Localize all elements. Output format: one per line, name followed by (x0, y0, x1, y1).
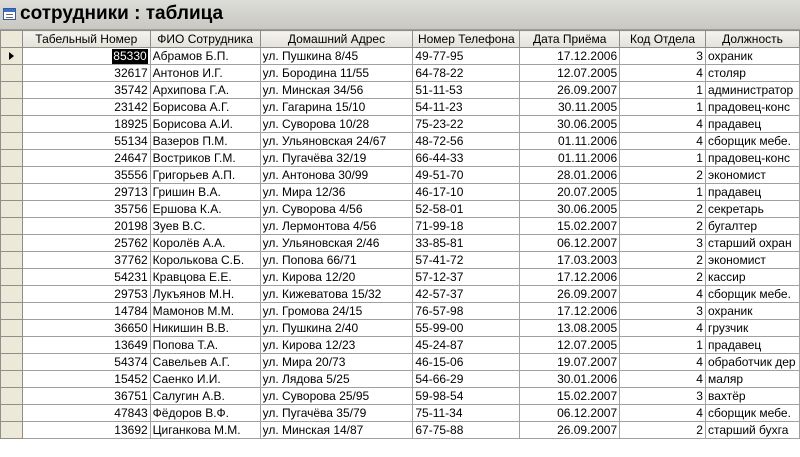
table-cell[interactable]: ул. Гагарина 15/10 (260, 99, 413, 116)
table-cell[interactable]: 46-17-10 (413, 184, 520, 201)
table-cell[interactable]: 23142 (22, 99, 150, 116)
table-cell[interactable]: ул. Пушкина 2/40 (260, 320, 413, 337)
table-cell[interactable]: ул. Пушкина 8/45 (260, 48, 413, 65)
table-cell[interactable]: ул. Попова 66/71 (260, 252, 413, 269)
table-cell[interactable]: 18925 (22, 116, 150, 133)
table-cell[interactable]: 13.08.2005 (520, 320, 620, 337)
record-selector[interactable] (1, 422, 23, 439)
table-cell[interactable]: 55-99-00 (413, 320, 520, 337)
table-cell[interactable]: 30.11.2005 (520, 99, 620, 116)
table-cell[interactable]: 2 (620, 167, 706, 184)
table-cell[interactable]: 64-78-22 (413, 65, 520, 82)
table-row[interactable] (1, 65, 800, 82)
table-cell[interactable]: 17.12.2006 (520, 303, 620, 320)
table-cell[interactable]: 30.01.2006 (520, 371, 620, 388)
table-row[interactable] (1, 286, 800, 303)
table-cell[interactable]: Григорьев А.П. (150, 167, 260, 184)
table-cell[interactable]: ул. Минская 34/56 (260, 82, 413, 99)
table-cell[interactable]: 17.03.2003 (520, 252, 620, 269)
table-cell[interactable]: 17.12.2006 (520, 48, 620, 65)
employees-table (0, 30, 800, 439)
table-cell[interactable]: 35742 (22, 82, 150, 99)
table-cell[interactable]: 4 (620, 286, 706, 303)
table-cell[interactable]: 30.06.2005 (520, 116, 620, 133)
table-row[interactable] (1, 201, 800, 218)
table-cell[interactable]: 4 (620, 65, 706, 82)
table-cell[interactable]: 20198 (22, 218, 150, 235)
record-selector[interactable] (1, 405, 23, 422)
table-row[interactable] (1, 82, 800, 99)
select-all-corner[interactable] (1, 31, 23, 48)
table-cell[interactable]: 29713 (22, 184, 150, 201)
table-cell[interactable]: секретарь (705, 201, 799, 218)
table-cell[interactable]: ул. Громова 24/15 (260, 303, 413, 320)
table-row[interactable] (1, 48, 800, 65)
table-cell[interactable]: экономист (705, 167, 799, 184)
record-selector[interactable] (1, 116, 23, 133)
table-cell[interactable]: 13649 (22, 337, 150, 354)
table-cell[interactable]: 32617 (22, 65, 150, 82)
datasheet-icon (3, 8, 16, 20)
table-cell[interactable]: 26.09.2007 (520, 422, 620, 439)
table-cell[interactable]: 4 (620, 320, 706, 337)
table-cell[interactable]: 28.01.2006 (520, 167, 620, 184)
table-cell[interactable]: старший охран (705, 235, 799, 252)
table-cell[interactable]: 2 (620, 422, 706, 439)
table-cell[interactable]: экономист (705, 252, 799, 269)
record-selector[interactable] (1, 48, 23, 65)
table-cell[interactable]: Савельев А.Г. (150, 354, 260, 371)
table-cell[interactable]: вахтёр (705, 388, 799, 405)
table-cell[interactable]: сборщик мебе. (705, 133, 799, 150)
table-cell[interactable]: 4 (620, 371, 706, 388)
datasheet-grid[interactable] (0, 30, 800, 457)
table-cell[interactable]: 14784 (22, 303, 150, 320)
table-cell[interactable]: ул. Мира 12/36 (260, 184, 413, 201)
table-cell[interactable]: 66-44-33 (413, 150, 520, 167)
table-cell[interactable]: Фёдоров В.Ф. (150, 405, 260, 422)
table-cell[interactable]: 3 (620, 388, 706, 405)
table-cell[interactable]: ул. Пугачёва 32/19 (260, 150, 413, 167)
table-row[interactable] (1, 99, 800, 116)
record-selector[interactable] (1, 218, 23, 235)
table-row[interactable] (1, 422, 800, 439)
table-row[interactable] (1, 303, 800, 320)
table-cell[interactable]: ул. Кирова 12/20 (260, 269, 413, 286)
table-cell[interactable]: ул. Мира 20/73 (260, 354, 413, 371)
table-cell[interactable]: Кравцова Е.Е. (150, 269, 260, 286)
table-cell[interactable]: 48-72-56 (413, 133, 520, 150)
table-cell[interactable]: охраник (705, 48, 799, 65)
table-row[interactable] (1, 235, 800, 252)
record-selector[interactable] (1, 150, 23, 167)
table-row[interactable] (1, 218, 800, 235)
table-cell[interactable]: 2 (620, 252, 706, 269)
table-cell[interactable]: старший бухга (705, 422, 799, 439)
table-cell[interactable]: 26.09.2007 (520, 286, 620, 303)
table-cell[interactable]: 49-77-95 (413, 48, 520, 65)
current-record-arrow-icon (9, 52, 14, 60)
table-cell[interactable]: ул. Суворова 25/95 (260, 388, 413, 405)
record-selector[interactable] (1, 320, 23, 337)
table-cell[interactable]: Ершова К.А. (150, 201, 260, 218)
table-cell[interactable]: прадавец (705, 116, 799, 133)
record-selector[interactable] (1, 201, 23, 218)
table-cell[interactable]: 2 (620, 218, 706, 235)
table-cell[interactable]: Мамонов М.М. (150, 303, 260, 320)
table-cell[interactable]: 1 (620, 99, 706, 116)
table-cell[interactable]: 54231 (22, 269, 150, 286)
table-cell[interactable]: 2 (620, 201, 706, 218)
header-row (1, 31, 800, 48)
table-row[interactable] (1, 269, 800, 286)
column-header[interactable]: Код Отдела (620, 31, 706, 48)
table-cell[interactable]: ул. Кирова 12/23 (260, 337, 413, 354)
table-row[interactable] (1, 337, 800, 354)
table-cell[interactable]: 17.12.2006 (520, 269, 620, 286)
column-header[interactable]: Номер Телефона (413, 31, 520, 48)
record-selector[interactable] (1, 354, 23, 371)
table-cell[interactable]: 01.11.2006 (520, 133, 620, 150)
table-cell[interactable]: Попова Т.А. (150, 337, 260, 354)
table-cell[interactable]: 36751 (22, 388, 150, 405)
table-cell[interactable]: 3 (620, 48, 706, 65)
table-cell[interactable]: прадовец-конс (705, 99, 799, 116)
table-cell[interactable]: Борисова А.И. (150, 116, 260, 133)
table-row[interactable] (1, 405, 800, 422)
table-cell[interactable]: 26.09.2007 (520, 82, 620, 99)
table-cell[interactable]: ул. Лядова 5/25 (260, 371, 413, 388)
record-selector[interactable] (1, 235, 23, 252)
table-cell[interactable]: 12.07.2005 (520, 65, 620, 82)
table-cell[interactable]: Востриков Г.М. (150, 150, 260, 167)
table-cell[interactable]: 36650 (22, 320, 150, 337)
table-cell[interactable]: 13692 (22, 422, 150, 439)
table-cell[interactable]: ул. Ульяновская 2/46 (260, 235, 413, 252)
table-cell[interactable]: ул. Антонова 30/99 (260, 167, 413, 184)
table-cell[interactable]: ул. Суворова 4/56 (260, 201, 413, 218)
table-row[interactable] (1, 354, 800, 371)
table-cell[interactable]: 12.07.2005 (520, 337, 620, 354)
record-selector[interactable] (1, 82, 23, 99)
table-cell[interactable]: 19.07.2007 (520, 354, 620, 371)
table-cell[interactable]: охраник (705, 303, 799, 320)
column-header[interactable]: Домашний Адрес (260, 31, 413, 48)
table-cell[interactable]: 3 (620, 303, 706, 320)
record-selector[interactable] (1, 252, 23, 269)
table-cell[interactable]: Антонов И.Г. (150, 65, 260, 82)
record-selector[interactable] (1, 184, 23, 201)
table-cell[interactable]: маляр (705, 371, 799, 388)
table-cell[interactable]: 15.02.2007 (520, 218, 620, 235)
table-cell[interactable]: 57-12-37 (413, 269, 520, 286)
selected-cell-text: 85330 (113, 48, 147, 63)
table-cell[interactable]: 15.02.2007 (520, 388, 620, 405)
table-cell[interactable]: 35756 (22, 201, 150, 218)
record-selector[interactable] (1, 303, 23, 320)
table-cell[interactable]: 76-57-98 (413, 303, 520, 320)
table-cell[interactable] (22, 48, 150, 65)
table-cell[interactable]: кассир (705, 269, 799, 286)
record-selector[interactable] (1, 269, 23, 286)
table-cell[interactable]: 54374 (22, 354, 150, 371)
table-cell[interactable]: Никишин В.В. (150, 320, 260, 337)
column-header[interactable]: Дата Приёма (520, 31, 620, 48)
table-cell[interactable]: Циганкова М.М. (150, 422, 260, 439)
column-header[interactable]: Табельный Номер (22, 31, 150, 48)
table-cell[interactable]: ул. Суворова 10/28 (260, 116, 413, 133)
table-cell[interactable]: 06.12.2007 (520, 405, 620, 422)
table-cell[interactable]: Салугин А.В. (150, 388, 260, 405)
table-cell[interactable]: 45-24-87 (413, 337, 520, 354)
table-cell[interactable]: 01.11.2006 (520, 150, 620, 167)
table-cell[interactable]: 30.06.2005 (520, 201, 620, 218)
table-cell[interactable]: Королькова С.Б. (150, 252, 260, 269)
table-cell[interactable]: 20.07.2005 (520, 184, 620, 201)
record-selector[interactable] (1, 99, 23, 116)
table-cell[interactable]: ул. Пугачёва 35/79 (260, 405, 413, 422)
table-cell[interactable]: 42-57-37 (413, 286, 520, 303)
table-row[interactable] (1, 133, 800, 150)
table-cell[interactable]: 37762 (22, 252, 150, 269)
table-cell[interactable]: 54-66-29 (413, 371, 520, 388)
window-title: сотрудники : таблица (20, 3, 224, 24)
record-selector[interactable] (1, 286, 23, 303)
table-row[interactable] (1, 320, 800, 337)
record-selector[interactable] (1, 133, 23, 150)
table-cell[interactable]: бугалтер (705, 218, 799, 235)
table-row[interactable] (1, 371, 800, 388)
table-cell[interactable]: 55134 (22, 133, 150, 150)
table-row[interactable] (1, 252, 800, 269)
table-cell[interactable]: Королёв А.А. (150, 235, 260, 252)
table-cell[interactable]: прадавец (705, 184, 799, 201)
table-cell[interactable]: Вазеров П.М. (150, 133, 260, 150)
table-cell[interactable]: 49-51-70 (413, 167, 520, 184)
table-row[interactable] (1, 150, 800, 167)
table-cell[interactable]: 33-85-81 (413, 235, 520, 252)
table-cell[interactable]: 4 (620, 116, 706, 133)
table-cell[interactable]: сборщик мебе. (705, 286, 799, 303)
table-cell[interactable]: Лукъянов М.Н. (150, 286, 260, 303)
table-cell[interactable]: 75-23-22 (413, 116, 520, 133)
table-cell[interactable]: 71-99-18 (413, 218, 520, 235)
table-cell[interactable]: ул. Кижеватова 15/32 (260, 286, 413, 303)
table-cell[interactable]: Борисова А.Г. (150, 99, 260, 116)
table-cell[interactable]: 06.12.2007 (520, 235, 620, 252)
table-cell[interactable]: прадовец-конс (705, 150, 799, 167)
table-cell[interactable]: администратор (705, 82, 799, 99)
table-row[interactable] (1, 184, 800, 201)
record-selector[interactable] (1, 337, 23, 354)
table-cell[interactable]: прадавец (705, 337, 799, 354)
window-title-bar[interactable] (0, 0, 800, 30)
table-cell[interactable]: 59-98-54 (413, 388, 520, 405)
table-cell[interactable]: 1 (620, 82, 706, 99)
table-cell[interactable]: сборщик мебе. (705, 405, 799, 422)
table-cell[interactable]: 15452 (22, 371, 150, 388)
table-cell[interactable]: Зуев В.С. (150, 218, 260, 235)
table-cell[interactable]: 25762 (22, 235, 150, 252)
table-row[interactable] (1, 116, 800, 133)
table-cell[interactable]: 75-11-34 (413, 405, 520, 422)
record-selector[interactable] (1, 388, 23, 405)
table-row[interactable] (1, 388, 800, 405)
column-header[interactable]: ФИО Сотрудника (150, 31, 260, 48)
table-cell[interactable]: 67-75-88 (413, 422, 520, 439)
table-cell[interactable]: 51-11-53 (413, 82, 520, 99)
table-cell[interactable]: грузчик (705, 320, 799, 337)
table-cell[interactable]: 47843 (22, 405, 150, 422)
table-cell[interactable]: Архипова Г.А. (150, 82, 260, 99)
table-cell[interactable]: ул. Минская 14/87 (260, 422, 413, 439)
table-cell[interactable]: 4 (620, 405, 706, 422)
table-cell[interactable]: 35556 (22, 167, 150, 184)
table-cell[interactable]: 52-58-01 (413, 201, 520, 218)
table-cell[interactable]: ул. Бородина 11/55 (260, 65, 413, 82)
record-selector[interactable] (1, 65, 23, 82)
table-cell[interactable]: 54-11-23 (413, 99, 520, 116)
table-cell[interactable]: Абрамов Б.П. (150, 48, 260, 65)
table-cell[interactable]: 1 (620, 184, 706, 201)
column-header[interactable]: Должность (705, 31, 799, 48)
table-cell[interactable]: 24647 (22, 150, 150, 167)
table-cell[interactable]: 57-41-72 (413, 252, 520, 269)
table-cell[interactable]: ул. Лермонтова 4/56 (260, 218, 413, 235)
table-cell[interactable]: 1 (620, 337, 706, 354)
table-cell[interactable]: 2 (620, 269, 706, 286)
table-cell[interactable]: Саенко И.И. (150, 371, 260, 388)
table-cell[interactable]: 3 (620, 235, 706, 252)
table-cell[interactable]: 46-15-06 (413, 354, 520, 371)
table-cell[interactable]: 1 (620, 150, 706, 167)
table-cell[interactable]: столяр (705, 65, 799, 82)
record-selector[interactable] (1, 371, 23, 388)
table-cell[interactable]: Гришин В.А. (150, 184, 260, 201)
record-selector[interactable] (1, 167, 23, 184)
table-row[interactable] (1, 167, 800, 184)
table-cell[interactable]: ул. Ульяновская 24/67 (260, 133, 413, 150)
table-cell[interactable]: 29753 (22, 286, 150, 303)
table-cell[interactable]: 4 (620, 354, 706, 371)
table-cell[interactable]: 4 (620, 133, 706, 150)
table-cell[interactable]: обработчик дер (705, 354, 799, 371)
